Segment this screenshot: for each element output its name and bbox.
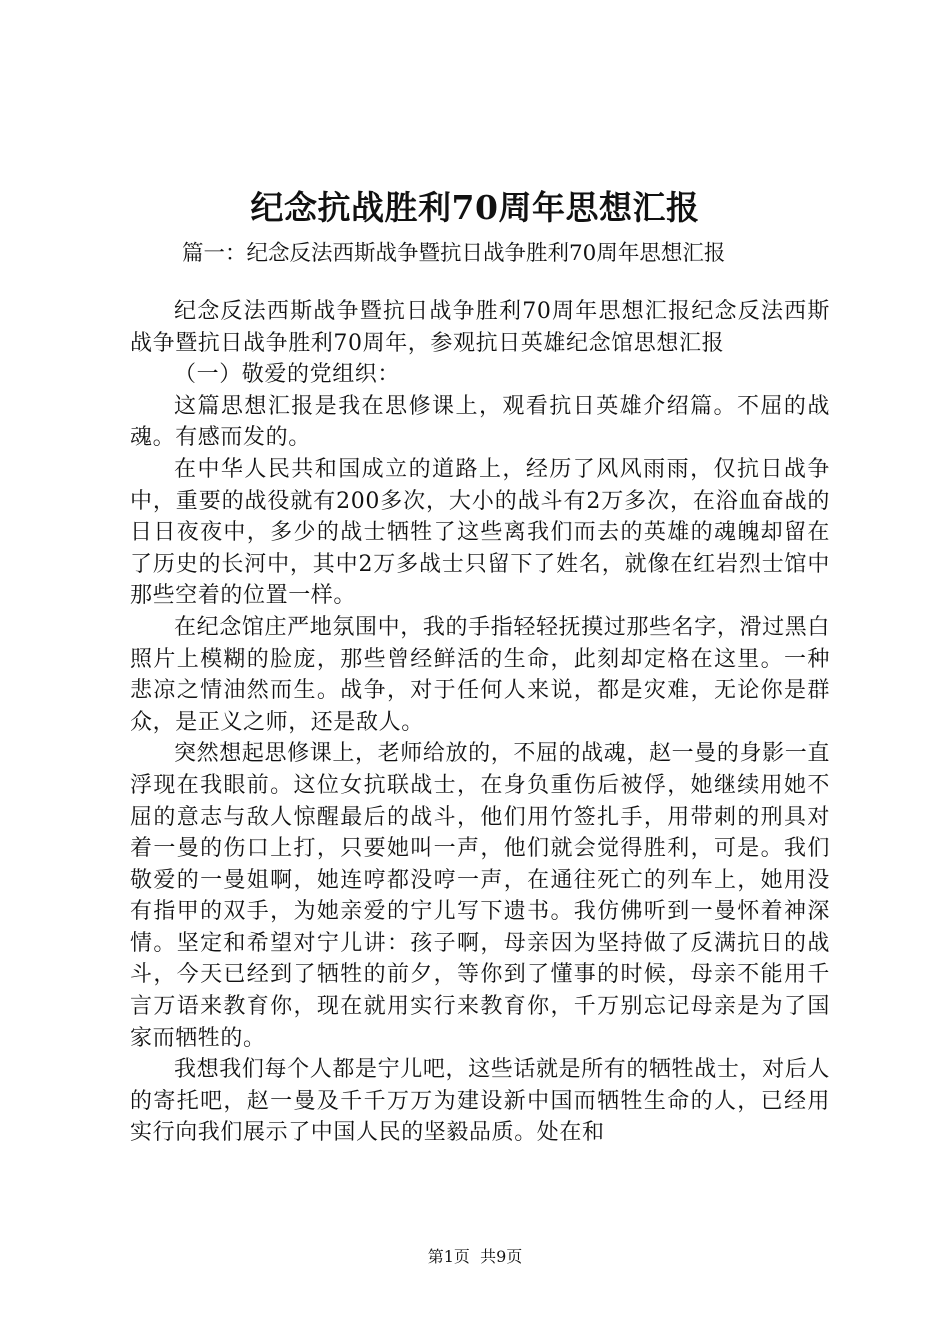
paragraph: 我想我们每个人都是宁儿吧，这些话就是所有的牺牲战士，对后人的寄托吧，赵一曼及千千万万为建设新中国而牺牲生命的人，已经用实行向我们展示了中国人民的坚毅品质。处在和: [130, 1057, 830, 1146]
paragraph: 这篇思想汇报是我在思修课上，观看抗日英雄介绍篇。不屈的战魂。有感而发的。: [130, 393, 830, 451]
document-title: 纪念抗战胜利70周年思想汇报: [250, 188, 700, 227]
document-body: [130, 296, 830, 1149]
paragraph: 突然想起思修课上，老师给放的，不屈的战魂，赵一曼的身影一直浮现在我眼前。这位女抗联战士，在身负重伤后被俘，她继续用她不屈的意志与敌人惊醒最后的战斗，他们用竹签扎手，用带刺的刑具对着一曼的伤口上打，只要她叫一声，他们就会觉得胜利，可是。我们敬爱的一曼姐啊，她连哼都没哼一声，在通往死亡的列车上，她用没有指甲的双手，为她亲爱的宁儿写下遗书。我仿佛听到一曼怀着神深情。坚定和希望对宁儿讲：孩子啊，母亲因为坚持做了反满抗日的战斗，今天已经到了牺牲的前夕，等你到了懂事的时候，母亲不能用千言万语来教育你，现在就用实行来教育你，千万别忘记母亲是为了国家而牺牲的。: [130, 741, 830, 1051]
paragraph: （一）敬爱的党组织：: [174, 362, 401, 388]
paragraph: 纪念反法西斯战争暨抗日战争胜利70周年思想汇报纪念反法西斯战争暨抗日战争胜利70周年，参观抗日英雄纪念馆思想汇报: [130, 299, 830, 356]
page-footer: 第1页 共9页: [427, 1247, 523, 1266]
paragraph: 在中华人民共和国成立的道路上，经历了风风雨雨，仅抗日战争中，重要的战役就有200多次，大小的战斗有2万多次，在浴血奋战的日日夜夜中，多少的战士牺牲了这些离我们而去的英雄的魂魄却留在了历史的长河中，其中2万多战士只留下了姓名，就像在红岩烈士馆中那些空着的位置一样。: [130, 456, 830, 609]
paragraph: 在纪念馆庄严地氛围中，我的手指轻轻抚摸过那些名字，滑过黑白照片上模糊的脸庞，那些曾经鲜活的生命，此刻却定格在这里。一种悲凉之情油然而生。战争，对于任何人来说，都是灾难，无论你是群众，是正义之师，还是敌人。: [130, 614, 830, 735]
document-subtitle: 篇一：纪念反法西斯战争暨抗日战争胜利70周年思想汇报: [182, 241, 726, 266]
